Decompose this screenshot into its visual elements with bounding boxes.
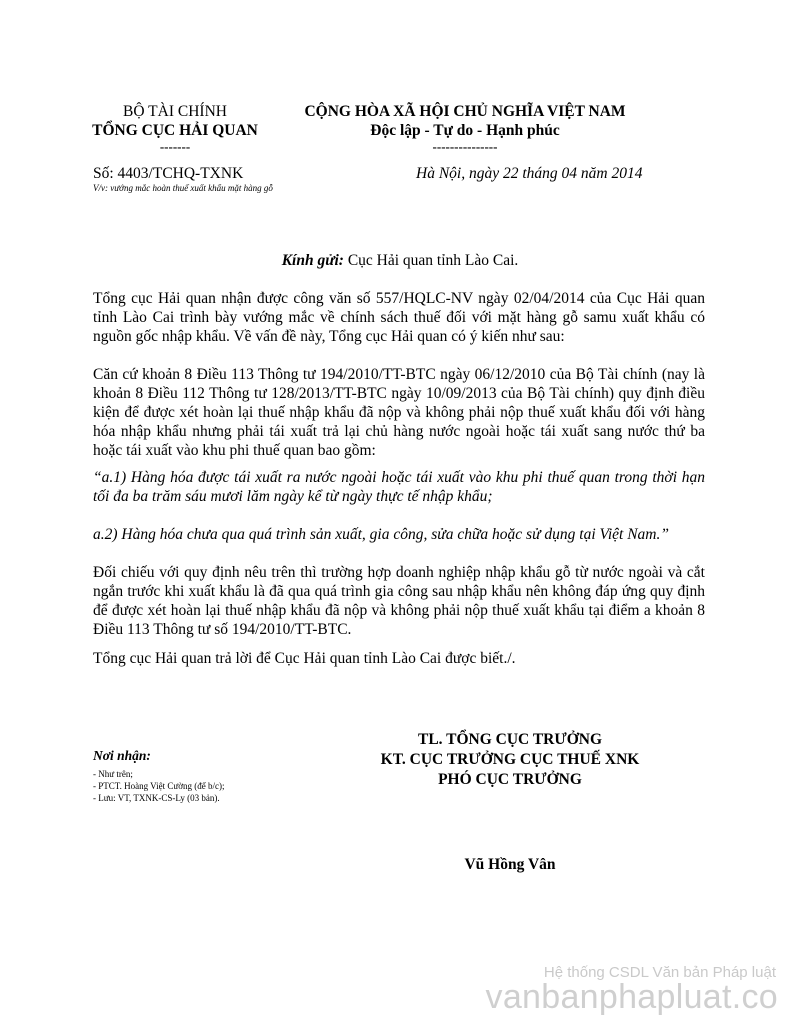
signature-line-3: PHÓ CỤC TRƯỞNG: [438, 771, 582, 788]
recipient-item: - Lưu: VT, TXNK-CS-Ly (03 bản).: [93, 793, 220, 803]
paragraph-1: Tổng cục Hải quan nhận được công văn số 557/HQLC-NV ngày 02/04/2014 của Cục Hải quan tỉnh Lào Cai trình bày vướng mắc về chính sách thuế đối với mặt hàng gỗ samu xuất khẩu có nguồn gốc nhập khẩu. Về vấn đề này, Tổng cục Hải quan có ý kiến như sau:: [93, 290, 705, 345]
recipient-item: - Như trên;: [93, 769, 133, 779]
motto: Độc lập - Tự do - Hạnh phúc: [370, 122, 560, 139]
motto-rule: ---------------: [432, 139, 498, 154]
signature-line-1: TL. TỔNG CỤC TRƯỞNG: [417, 731, 603, 748]
paragraph-conclusion: Đối chiếu với quy định nêu trên thì trường hợp doanh nghiệp nhập khẩu gỗ từ nước ngoài và cắt ngắn trước khi xuất khẩu là đã qua quá trình gia công sau nhập khẩu nên không đáp ứng quy định để được xét hoàn lại thuế nhập khẩu đã nộp và không phải nộp thuế xuất khẩu tại điểm a khoản 8 Điều 113 Thông tư số 194/2010/TT-BTC.: [93, 564, 705, 638]
watermark-site-link[interactable]: vanbanphapluat.co: [485, 978, 778, 1016]
signature-line-2: KT. CỤC TRƯỞNG CỤC THUẾ XNK: [380, 751, 640, 768]
document-subject: V/v: vướng mắc hoàn thuế xuất khẩu mặt hàng gỗ: [93, 183, 273, 193]
issuer-block: [70, 102, 280, 153]
signature-block: [340, 730, 680, 790]
addressee-line: [0, 252, 800, 270]
department-name: TỔNG CỤC HẢI QUAN: [92, 122, 258, 139]
issuer-rule: -------: [159, 139, 191, 154]
recipient-item: - PTCT. Hoàng Việt Cường (để b/c);: [93, 781, 225, 791]
addressee-label: Kính gửi:: [281, 252, 344, 269]
recipients-list: [93, 768, 225, 804]
recipients-label: Nơi nhận:: [93, 748, 151, 763]
paragraph-closing: Tổng cục Hải quan trả lời để Cục Hải quan tỉnh Lào Cai được biết./.: [93, 650, 516, 667]
signer-name: Vũ Hồng Vân: [464, 856, 556, 873]
quote-item-a2: a.2) Hàng hóa chưa qua quá trình sản xuất, gia công, sửa chữa hoặc sử dụng tại Việt Nam.”: [93, 526, 669, 543]
watermark-tagline: Hệ thống CSDL Văn bản Pháp luật: [543, 964, 776, 981]
nation-title: CỘNG HÒA XÃ HỘI CHỦ NGHĨA VIỆT NAM: [304, 103, 626, 120]
addressee-name: Cục Hải quan tỉnh Lào Cai.: [347, 252, 519, 269]
document-date: Hà Nội, ngày 22 tháng 04 năm 2014: [416, 165, 643, 182]
paragraph-2: Căn cứ khoản 8 Điều 113 Thông tư 194/2010/TT-BTC ngày 06/12/2010 của Bộ Tài chính (nay là khoản 8 Điều 112 Thông tư 128/2013/TT-BTC ngày 10/09/2013 của Bộ Tài chính) quy định điều kiện để được xét hoàn lại thuế nhập khẩu đã nộp và không phải nộp thuế xuất khẩu đối với hàng hóa nhập khẩu nhưng phải tái xuất trả lại chủ hàng nước ngoài hoặc tái xuất sang nước thứ ba hoặc tái xuất vào khu phi thuế quan bao gồm:: [93, 366, 705, 459]
ministry-name: BỘ TÀI CHÍNH: [123, 103, 227, 120]
document-number: Số: 4403/TCHQ-TXNK: [93, 165, 244, 182]
quote-item-a1: “a.1) Hàng hóa được tái xuất ra nước ngoài hoặc tái xuất vào khu phi thuế quan trong thời hạn tối đa ba trăm sáu mươi lăm ngày kể từ ngày thực tế nhập khẩu;: [93, 469, 705, 505]
national-motto-block: [285, 102, 645, 153]
